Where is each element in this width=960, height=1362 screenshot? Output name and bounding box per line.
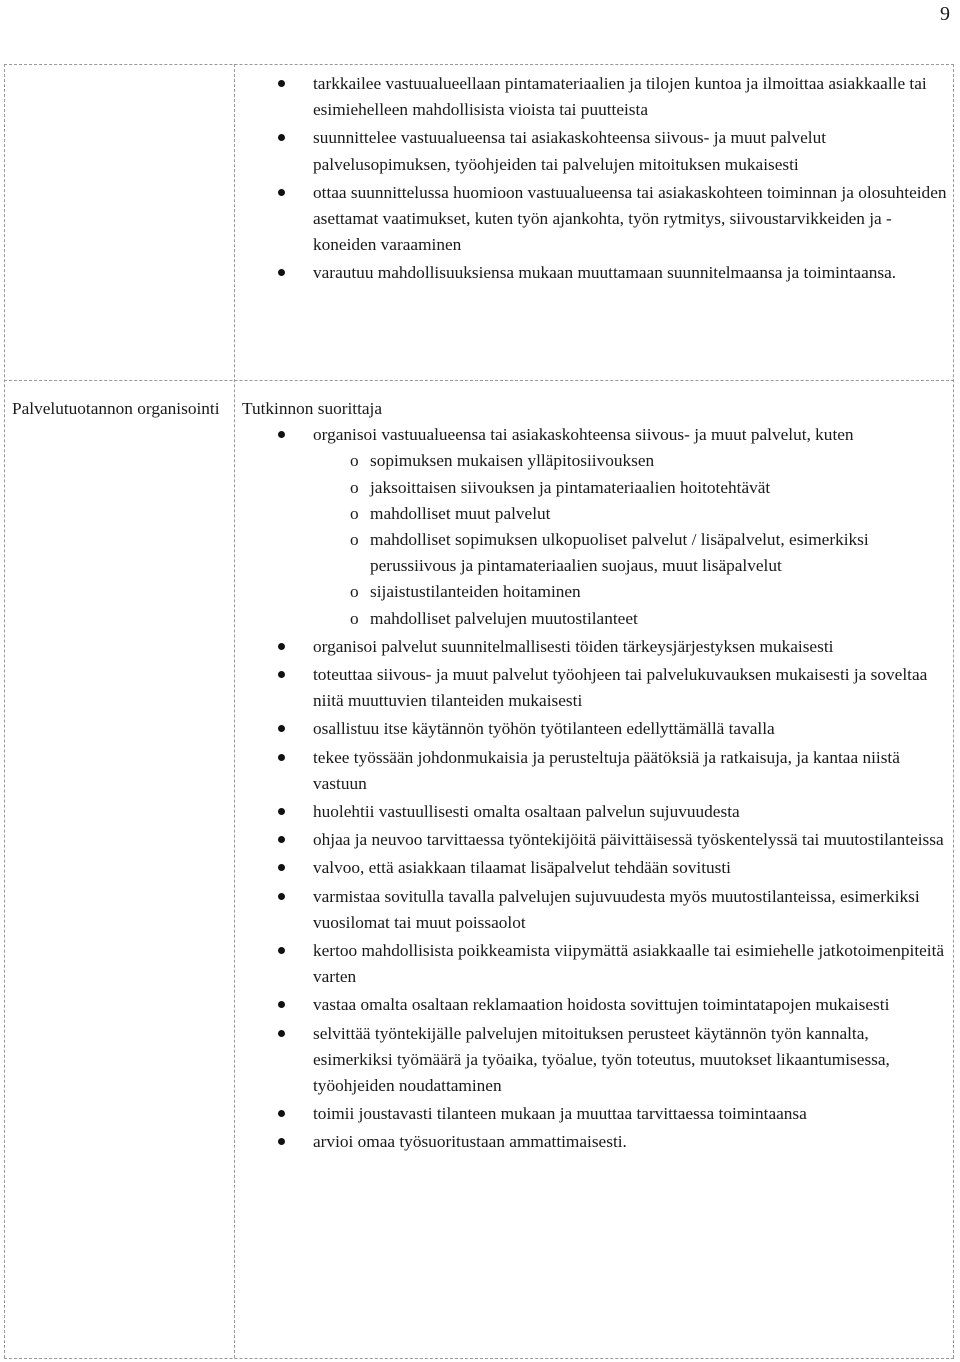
- list-item: tekee työssään johdonmukaisia ja perusteltuja päätöksiä ja ratkaisuja, ja kantaa niistä vastuun: [242, 745, 948, 797]
- sub-list: [313, 448, 948, 631]
- list-item: toteuttaa siivous- ja muut palvelut työohjeen tai palvelukuvauksen mukaisesti ja soveltaa niitä muuttuvien tilanteiden mukaisesti: [242, 662, 948, 714]
- row-divider: [4, 380, 954, 381]
- section-label-cell: [12, 396, 228, 422]
- column-divider: [234, 64, 235, 1358]
- sub-marker: o: [350, 477, 359, 497]
- list-item: ottaa suunnittelussa huomioon vastuualueensa tai asiakaskohteen toiminnan ja olosuhteiden asettamat vaatimukset, kuten työn ajankohta, työn rytmitys, siivoustarvikkeiden ja -koneiden varaaminen: [242, 180, 948, 259]
- sub-list-item: [313, 606, 948, 632]
- continuation-cell: [242, 71, 948, 287]
- list-item: [242, 422, 948, 632]
- page-number: 9: [940, 3, 950, 25]
- list-item: osallistuu itse käytännön työhön työtilanteen edellyttämällä tavalla: [242, 716, 948, 742]
- section-subtitle: Tutkinnon suorittaja: [242, 399, 383, 418]
- list-item: ohjaa ja neuvoo tarvittaessa työntekijöitä päivittäisessä työskentelyssä tai muutostilanteissa: [242, 827, 948, 853]
- list-item: suunnittelee vastuualueensa tai asiakaskohteensa siivous- ja muut palvelut palvelusopimuksen, työohjeiden tai palvelujen mitoituksen mukaisesti: [242, 125, 948, 177]
- section-content-cell: [242, 396, 948, 1156]
- sub-list-item: [313, 448, 948, 474]
- list-item: vastaa omalta osaltaan reklamaation hoidosta sovittujen toimintatapojen mukaisesti: [242, 992, 948, 1018]
- sub-list-item-text: sijaistustilanteiden hoitaminen: [370, 582, 581, 602]
- sub-marker: o: [350, 451, 359, 471]
- section-label: Palvelutuotannon organisointi: [12, 399, 220, 418]
- list-item: organisoi palvelut suunnitelmallisesti töiden tärkeysjärjestyksen mukaisesti: [242, 634, 948, 660]
- list-item: tarkkailee vastuualueellaan pintamateriaalien ja tilojen kuntoa ja ilmoittaa asiakkaalle tai esimiehelleen mahdollisista vioista tai puutteista: [242, 71, 948, 123]
- criteria-bullet-list: [242, 422, 948, 1155]
- sub-list-item: [313, 501, 948, 527]
- list-item: huolehtii vastuullisesti omalta osaltaan palvelun sujuvuudesta: [242, 799, 948, 825]
- list-item: varmistaa sovitulla tavalla palvelujen sujuvuudesta myös muutostilanteissa, esimerkiksi vuosilomat tai muut poissaolot: [242, 884, 948, 936]
- list-item: toimii joustavasti tilanteen mukaan ja muuttaa tarvittaessa toimintaansa: [242, 1101, 948, 1127]
- table-border-left: [4, 64, 5, 1358]
- list-item: varautuu mahdollisuuksiensa mukaan muuttamaan suunnitelmaansa ja toimintaansa.: [242, 260, 948, 286]
- sub-marker: o: [350, 608, 359, 628]
- sub-marker: o: [350, 503, 359, 523]
- sub-list-item-text: mahdolliset sopimuksen ulkopuoliset palvelut / lisäpalvelut, esimerkiksi perussiivous ja pintamateriaalien suojaus, muut lisäpalvelut: [370, 530, 869, 576]
- sub-marker: o: [350, 530, 359, 550]
- list-item: kertoo mahdollisista poikkeamista viipymättä asiakkaalle tai esimiehelle jatkotoimenpiteitä varten: [242, 938, 948, 990]
- table-border-right: [953, 64, 954, 1358]
- list-item: selvittää työntekijälle palvelujen mitoituksen perusteet käytännön työn kannalta, esimerkiksi työmäärä ja työaika, työalue, työn toteutus, muutokset likaantumisessa, työohjeiden noudattaminen: [242, 1021, 948, 1100]
- sub-list-item: [313, 579, 948, 605]
- sub-list-item-text: mahdolliset palvelujen muutostilanteet: [370, 608, 638, 628]
- sub-list-item-text: jaksoittaisen siivouksen ja pintamateriaalien hoitotehtävät: [370, 477, 771, 497]
- list-item-text: organisoi vastuualueensa tai asiakaskohteensa siivous- ja muut palvelut, kuten: [313, 425, 854, 445]
- table-border-top: [4, 64, 954, 65]
- table-border-bottom: [4, 1358, 954, 1359]
- sub-list-item-text: sopimuksen mukaisen ylläpitosiivouksen: [370, 451, 655, 471]
- sub-marker: o: [350, 582, 359, 602]
- sub-list-item-text: mahdolliset muut palvelut: [370, 503, 551, 523]
- continuation-bullet-list: [242, 71, 948, 287]
- list-item: arvioi omaa työsuoritustaan ammattimaisesti.: [242, 1129, 948, 1155]
- list-item: valvoo, että asiakkaan tilaamat lisäpalvelut tehdään sovitusti: [242, 855, 948, 881]
- sub-list-item: [313, 475, 948, 501]
- criteria-table: [4, 64, 954, 1360]
- sub-list-item: [313, 527, 948, 579]
